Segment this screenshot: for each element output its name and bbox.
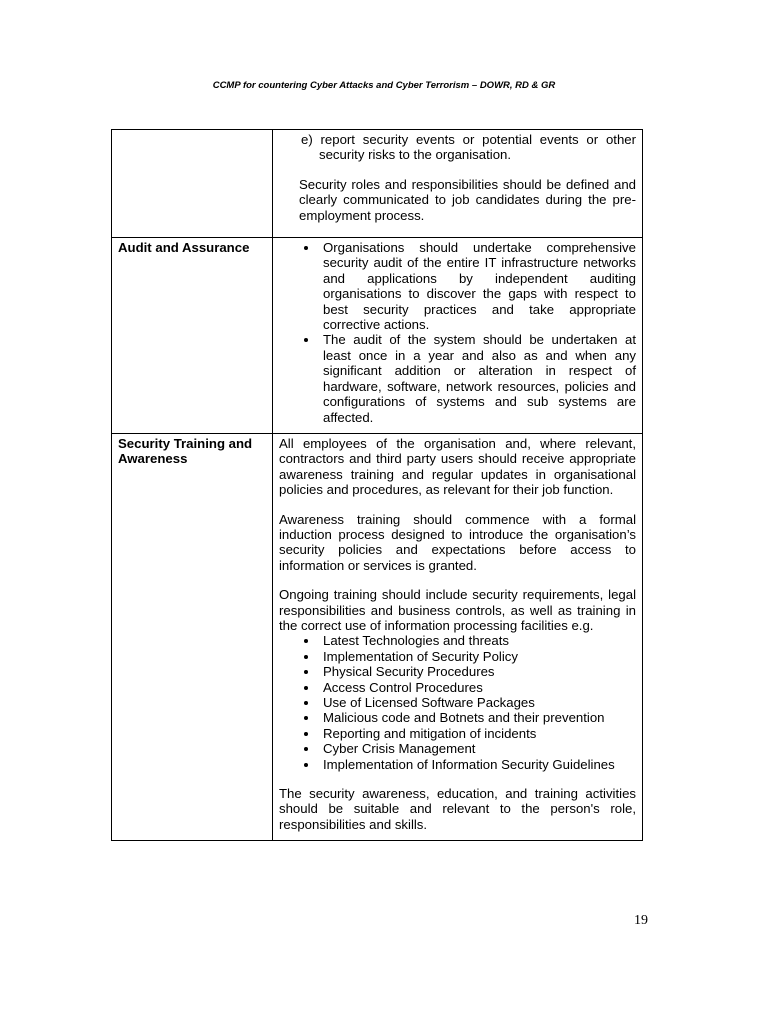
table-row xyxy=(112,130,643,238)
bullet-list xyxy=(279,240,636,425)
page-number: 19 xyxy=(634,913,648,928)
list-item: • Cyber Crisis Management xyxy=(319,741,636,756)
list-item-e: e) report security events or potential events or other security risks to the organisation. xyxy=(301,132,636,163)
list-item: • Organisations should undertake comprehensive security audit of the entire IT infrastructure networks and applications by independent auditing organisations to discover the gaps with respect to best security practices and take appropriate corrective actions. xyxy=(319,240,636,332)
list-item: • Physical Security Procedures xyxy=(319,664,636,679)
list-item: • Malicious code and Botnets and their prevention xyxy=(319,710,636,725)
content-table xyxy=(111,129,643,841)
row-content xyxy=(273,130,643,238)
list-item: • Implementation of Security Policy xyxy=(319,649,636,664)
list-item: • Reporting and mitigation of incidents xyxy=(319,726,636,741)
list-item: • Access Control Procedures xyxy=(319,680,636,695)
page-header: CCMP for countering Cyber Attacks and Cyber Terrorism – DOWR, RD & GR xyxy=(212,80,556,91)
paragraph: The security awareness, education, and training activities should be suitable and relevant to the person's role, responsibilities and skills. xyxy=(279,786,636,832)
table-row xyxy=(112,433,643,840)
bullet-list xyxy=(279,633,636,772)
list-item: • Latest Technologies and threats xyxy=(319,633,636,648)
row-label xyxy=(112,130,273,238)
row-label: Audit and Assurance xyxy=(112,238,273,434)
table-row xyxy=(112,238,643,434)
paragraph: Awareness training should commence with a formal induction process designed to introduce the organisation’s security policies and expectations before access to information or services is granted. xyxy=(279,511,636,573)
list-item: • Implementation of Information Security Guidelines xyxy=(319,757,636,772)
list-item: • Use of Licensed Software Packages xyxy=(319,695,636,710)
paragraph: Ongoing training should include security requirements, legal responsibilities and business controls, as well as training in the correct use of information processing facilities e.g. xyxy=(279,587,636,633)
paragraph: All employees of the organisation and, where relevant, contractors and third party users should receive appropriate awareness training and regular updates in organisational policies and procedures, as relevant for their job function. xyxy=(279,435,636,498)
row-content xyxy=(273,433,643,840)
row-label: Security Training and Awareness xyxy=(112,433,273,840)
list-item: • The audit of the system should be undertaken at least once in a year and also as and when any significant addition or alteration in respect of hardware, software, network resources, policies and configurations of systems and sub systems are affected. xyxy=(319,332,636,424)
row-content xyxy=(273,238,643,434)
paragraph: Security roles and responsibilities should be defined and clearly communicated to job candidates during the pre-employment process. xyxy=(299,176,636,223)
